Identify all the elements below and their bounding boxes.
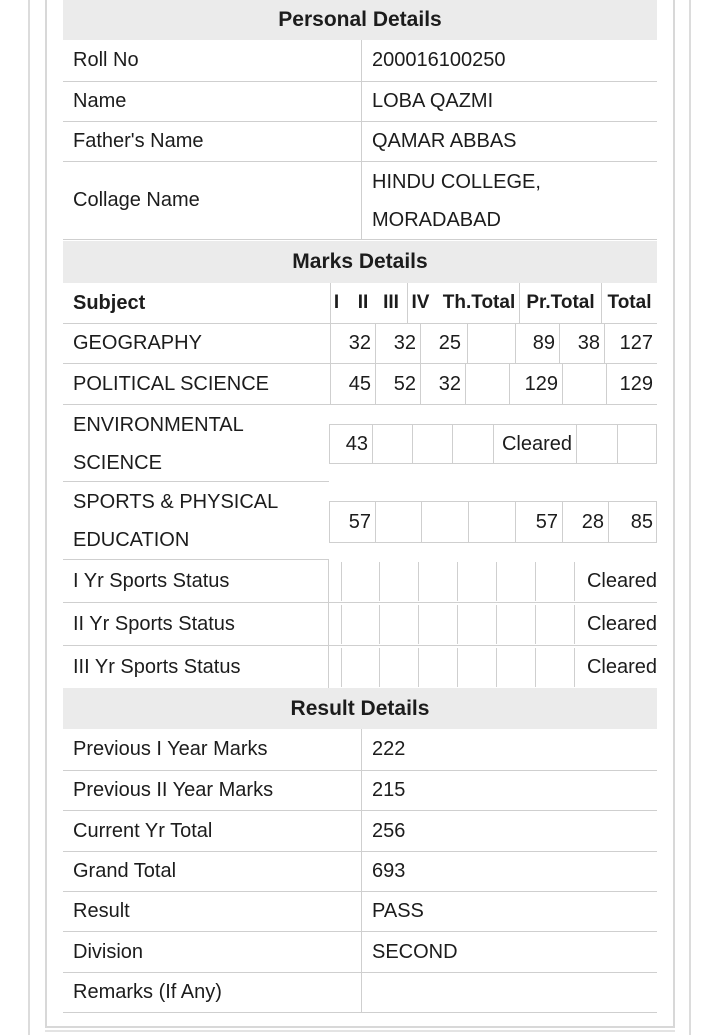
result-label: Grand Total — [73, 860, 177, 882]
mark-i: 32 — [330, 324, 375, 363]
page-border-left — [28, 0, 30, 1035]
fathers-name-value: QAMAR ABBAS — [361, 122, 657, 161]
fathers-name-label: Father's Name — [73, 130, 204, 152]
sports-status-value: Cleared — [586, 612, 657, 635]
name-value: LOBA QAZMI — [361, 82, 657, 121]
subject-name-line1: ENVIRONMENTAL — [73, 413, 244, 436]
result-details-header: Result Details — [63, 688, 657, 729]
mark-i: 43 — [345, 432, 368, 455]
empty-cell — [341, 605, 380, 644]
result-label: Previous II Year Marks — [73, 779, 274, 801]
mark-th-total: 57 — [515, 502, 562, 542]
sports-status-value: Cleared — [586, 655, 657, 678]
empty-cell — [380, 648, 419, 687]
col-ii-header: II — [357, 292, 369, 313]
empty-cell — [458, 648, 497, 687]
mark-i: 57 — [348, 510, 371, 533]
col-iii-header: III — [383, 292, 399, 313]
mark-th-total: Cleared — [493, 425, 576, 463]
result-value: 693 — [361, 852, 657, 891]
subject-name-line2: SCIENCE — [73, 451, 162, 474]
mark-ii: 52 — [375, 364, 420, 404]
college-name-row — [63, 162, 657, 240]
empty-cell — [536, 562, 575, 601]
roll-no-value: 200016100250 — [361, 40, 657, 81]
subject-name-line2: EDUCATION — [73, 529, 190, 551]
college-name-label: Collage Name — [73, 189, 200, 211]
college-name-value — [361, 162, 657, 239]
sports-status-label: II Yr Sports Status — [63, 603, 329, 645]
sports-status-label: III Yr Sports Status — [63, 646, 329, 688]
subject-row-sports-physical-education — [63, 482, 657, 560]
page-border-right — [689, 0, 691, 1035]
result-row — [63, 771, 657, 811]
empty-cell — [536, 605, 575, 644]
subject-name — [63, 482, 329, 560]
mark-total: 129 — [606, 364, 657, 404]
col-iv-header: IV — [407, 283, 433, 323]
empty-cell — [419, 562, 458, 601]
marks-details-header: Marks Details — [63, 241, 657, 283]
result-row — [63, 811, 657, 852]
mark-i: 45 — [330, 364, 375, 404]
subject-row-geography — [63, 324, 657, 364]
mark-ii-empty — [372, 425, 412, 463]
mark-th-total: 129 — [509, 364, 562, 404]
mark-iii: 25 — [420, 324, 465, 363]
col-total-header: Total — [601, 283, 657, 323]
college-name-line1: HINDU COLLEGE, — [372, 170, 541, 193]
mark-ii-empty — [375, 502, 421, 542]
mark-iii-empty — [421, 502, 468, 542]
mark-iv — [467, 324, 515, 363]
mark-iv-empty — [452, 425, 493, 463]
sports-status-row-2 — [63, 603, 657, 646]
mark-total: 85 — [608, 502, 657, 542]
empty-cell — [419, 605, 458, 644]
empty-cell — [341, 648, 380, 687]
empty-cell — [458, 562, 497, 601]
card-bottom-divider — [45, 1030, 675, 1032]
mark-iv — [465, 364, 509, 404]
result-label: Division — [73, 940, 144, 963]
result-row — [63, 852, 657, 892]
environmental-marks-box — [329, 424, 657, 464]
subject-row-political-science — [63, 364, 657, 405]
name-row — [63, 82, 657, 122]
roll-no-label: Roll No — [73, 49, 139, 71]
subject-row-environmental-science — [63, 405, 657, 482]
sports-status-row-3 — [63, 646, 657, 689]
result-value: 222 — [361, 729, 657, 770]
sports-status-label: I Yr Sports Status — [63, 560, 329, 602]
personal-details-header: Personal Details — [63, 0, 657, 40]
sports-marks-box — [329, 501, 657, 543]
empty-cell — [380, 562, 419, 601]
result-label: Remarks (If Any) — [73, 981, 222, 1003]
mark-pr-total — [562, 364, 606, 404]
mark-iii: 32 — [420, 364, 465, 404]
result-label: Current Yr Total — [73, 819, 213, 842]
sports-status-value: Cleared — [586, 569, 657, 592]
mark-pr-total-empty — [576, 425, 617, 463]
col-pr-total-header: Pr.Total — [519, 283, 601, 323]
college-name-line2: MORADABAD — [372, 208, 501, 231]
result-value — [361, 973, 657, 1012]
subject-column-header: Subject — [73, 291, 146, 314]
empty-cell — [536, 648, 575, 687]
mark-th-total: 89 — [515, 324, 559, 363]
result-value: PASS — [361, 892, 657, 931]
empty-cell — [497, 605, 536, 644]
result-row — [63, 973, 657, 1013]
subject-name: POLITICAL SCIENCE — [73, 372, 269, 395]
col-th-total-header: Th.Total — [442, 292, 516, 313]
empty-cell — [458, 605, 497, 644]
result-value: 215 — [361, 771, 657, 810]
empty-cell — [497, 648, 536, 687]
empty-cell — [341, 562, 380, 601]
result-label: Previous I Year Marks — [73, 738, 268, 760]
roll-no-row — [63, 40, 657, 82]
mark-total: 127 — [604, 324, 657, 363]
result-row — [63, 729, 657, 771]
subject-name: GEOGRAPHY — [73, 332, 202, 354]
mark-pr-total: 38 — [559, 324, 604, 363]
result-row — [63, 932, 657, 973]
result-label: Result — [73, 900, 130, 922]
empty-cell — [380, 605, 419, 644]
mark-ii: 32 — [375, 324, 420, 363]
result-row — [63, 892, 657, 932]
empty-cell — [497, 562, 536, 601]
fathers-name-row — [63, 122, 657, 162]
empty-cell — [419, 648, 458, 687]
sports-status-row-1 — [63, 560, 657, 603]
mark-pr-total: 28 — [562, 502, 608, 542]
subject-name — [63, 405, 329, 482]
name-label: Name — [73, 90, 127, 112]
subject-name-line1: SPORTS & PHYSICAL — [73, 491, 279, 513]
result-value: SECOND — [361, 932, 657, 972]
marks-header-row — [63, 283, 657, 324]
result-value: 256 — [361, 811, 657, 851]
mark-iii-empty — [412, 425, 452, 463]
mark-iv-empty — [468, 502, 515, 542]
mark-total-empty — [617, 425, 657, 463]
col-i-header: I — [330, 283, 342, 323]
